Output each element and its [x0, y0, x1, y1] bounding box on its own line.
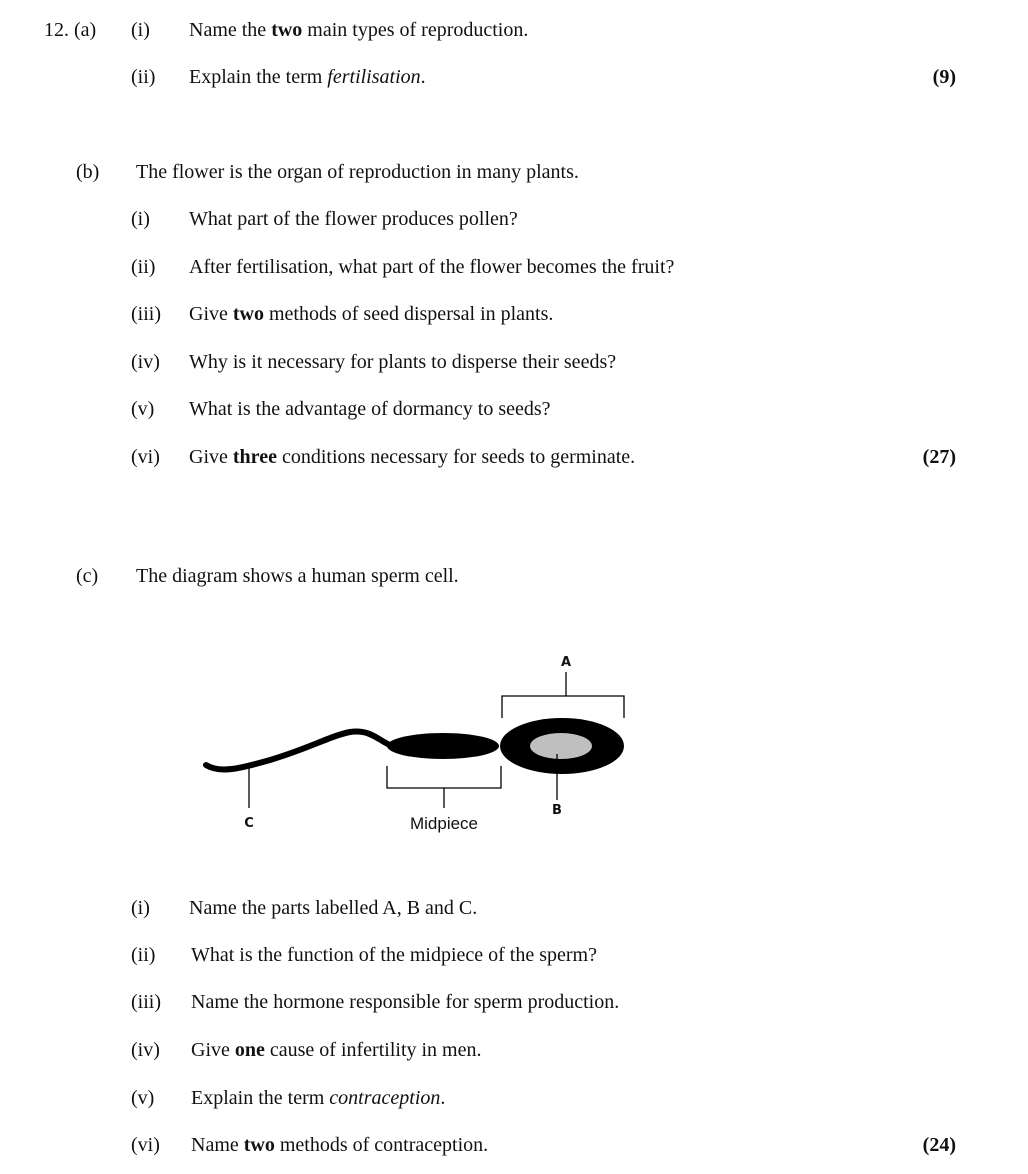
item-number: (i): [131, 897, 150, 919]
item-number: (i): [131, 19, 150, 41]
item-number: (ii): [131, 256, 156, 278]
sperm-tail: [206, 731, 390, 769]
question-b-iii: Give two methods of seed dispersal in plants.: [189, 303, 554, 325]
label-c: C: [244, 816, 254, 831]
item-number: (iii): [131, 303, 161, 325]
question-b-v: What is the advantage of dormancy to seeds?: [189, 398, 551, 420]
sperm-nucleus: [530, 733, 592, 759]
item-number: (ii): [131, 944, 156, 966]
marks-b: (27): [922, 446, 956, 468]
label-b: B: [552, 803, 562, 818]
question-c-i: Name the parts labelled A, B and C.: [189, 897, 478, 919]
bracket-midpiece: [387, 766, 501, 788]
item-number: (v): [131, 1087, 155, 1109]
question-c-iv: Give one cause of infertility in men.: [191, 1039, 482, 1061]
label-midpiece: Midpiece: [409, 814, 479, 833]
section-label-b: (b): [76, 161, 100, 183]
question-a-ii: Explain the term fertilisation.: [189, 66, 426, 88]
section-label-c: (c): [76, 565, 99, 587]
question-number: 12. (a): [44, 19, 97, 41]
question-b-iv: Why is it necessary for plants to disperse their seeds?: [189, 351, 617, 373]
item-number: (vi): [131, 1134, 160, 1156]
sperm-cell-diagram: [200, 650, 640, 840]
question-b-i: What part of the flower produces pollen?: [189, 208, 518, 230]
item-number: (iv): [131, 1039, 160, 1061]
item-number: (ii): [131, 66, 156, 88]
sperm-midpiece: [387, 733, 499, 759]
item-number: (v): [131, 398, 155, 420]
question-b-ii: After fertilisation, what part of the flower becomes the fruit?: [189, 256, 675, 278]
marks-a: (9): [932, 66, 956, 88]
item-number: (iii): [131, 991, 161, 1013]
item-number: (i): [131, 208, 150, 230]
section-intro-b: The flower is the organ of reproduction in many plants.: [136, 161, 579, 183]
item-number: (vi): [131, 446, 160, 468]
section-intro-c: The diagram shows a human sperm cell.: [136, 565, 459, 587]
label-a: A: [560, 655, 572, 670]
question-b-vi: Give three conditions necessary for seeds to germinate.: [189, 446, 636, 468]
question-c-iii: Name the hormone responsible for sperm production.: [191, 991, 620, 1013]
item-number: (iv): [131, 351, 160, 373]
question-a-i: Name the two main types of reproduction.: [189, 19, 529, 41]
question-c-vi: Name two methods of contraception.: [191, 1134, 489, 1156]
bracket-a: [502, 696, 624, 718]
question-c-v: Explain the term contraception.: [191, 1087, 446, 1109]
question-c-ii: What is the function of the midpiece of the sperm?: [191, 944, 597, 966]
marks-c: (24): [922, 1134, 956, 1156]
